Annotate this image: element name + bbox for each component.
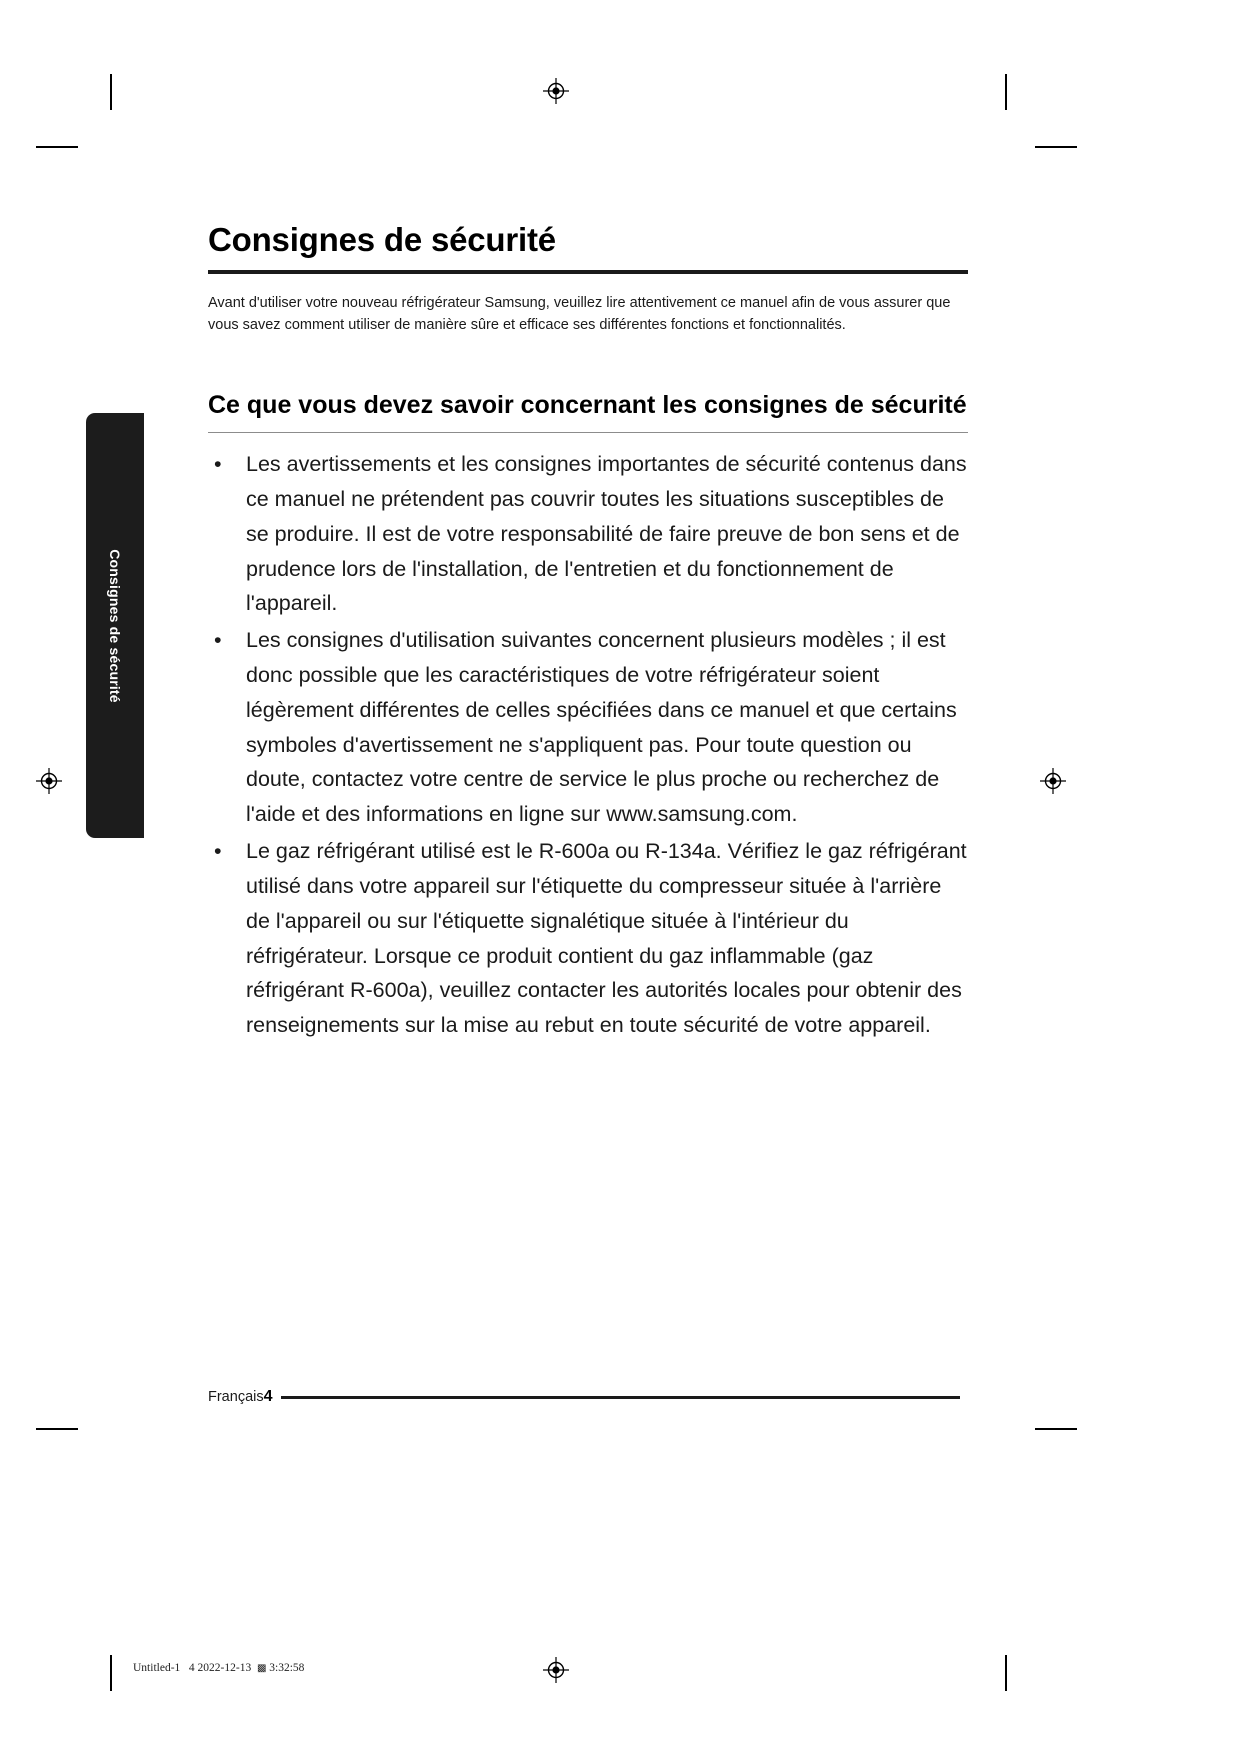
section-divider [208,432,968,434]
print-stamp-date: 2022-12-13 [197,1662,252,1674]
list-item [208,623,968,832]
print-stamp-page: 4 [188,1662,195,1674]
registration-mark-bottom [543,1657,569,1683]
side-tab-label: Consignes de sécurité [107,548,123,703]
crop-mark-top-right [1005,74,1007,110]
list-item [208,834,968,1043]
bullet-marker-icon: • [214,628,222,653]
bullet-marker-icon: • [214,452,222,477]
print-stamp-time: 3:32:58 [269,1662,305,1674]
footer-page-number: 4 [263,1388,273,1405]
footer-divider [281,1396,960,1399]
crop-mark-bottom-left [110,1655,112,1691]
registration-mark-left [36,768,62,794]
section-heading: Ce que vous devez savoir concernant les consignes de sécurité [208,390,967,419]
list-item-text: Les avertissements et les consignes importantes de sécurité contenus dans ce manuel ne prétendent pas couvrir toutes les situations susceptibles de se produire. Il est de votre responsabilité de faire preuve de bon sens et de prudence lors de l'installation, de l'entretien et du fonctionnement de l'appareil. [246,452,967,616]
title-divider [208,270,968,274]
crop-mark-left-lower [36,1428,78,1430]
crop-mark-right-upper [1035,146,1077,148]
registration-mark-top [543,78,569,104]
list-item-text: Le gaz réfrigérant utilisé est le R-600a ou R-134a. Vérifiez le gaz réfrigérant utilisé dans votre appareil sur l'étiquette du compresseur située à l'arrière de l'appareil ou sur l'étiquette signalétique située à l'intérieur du réfrigérateur. Lorsque ce produit contient du gaz inflammable (gaz réfrigérant R-600a), veuillez contacter les autorités locales pour obtenir des renseignements sur la mise au rebut en toute sécurité de votre appareil. [246,839,967,1038]
list-item-text: Les consignes d'utilisation suivantes concernent plusieurs modèles ; il est donc possible que les caractéristiques de votre réfrigérateur soient légèrement différentes de celles spécifiées dans ce manuel et que certains symboles d'avertissement ne s'appliquent pas. Pour toute question ou doute, contactez votre centre de service le plus proche ou recherchez de l'aide et des informations en ligne sur www.samsung.com. [246,628,957,827]
safety-bullet-list [208,447,968,1043]
page-body [96,150,1146,1570]
bullet-marker-icon: • [214,839,222,864]
footer-language-label: Français [208,1389,264,1405]
page-title: Consignes de sécurité [208,221,556,258]
page-footer [208,1388,960,1406]
content-column [208,220,968,1045]
crop-mark-left-upper [36,146,78,148]
print-stamp [133,1662,304,1674]
list-item [208,447,968,621]
print-stamp-glyph-icon: ▩ [256,1663,267,1674]
intro-paragraph: Avant d'utiliser votre nouveau réfrigérateur Samsung, veuillez lire attentivement ce manuel afin de vous assurer que vous savez comment utiliser de manière sûre et efficace ses différentes fonctions et fonctionnalités. [208,294,951,334]
crop-mark-top-left [110,74,112,110]
crop-mark-bottom-right [1005,1655,1007,1691]
print-stamp-file: Untitled-1 [133,1662,181,1674]
